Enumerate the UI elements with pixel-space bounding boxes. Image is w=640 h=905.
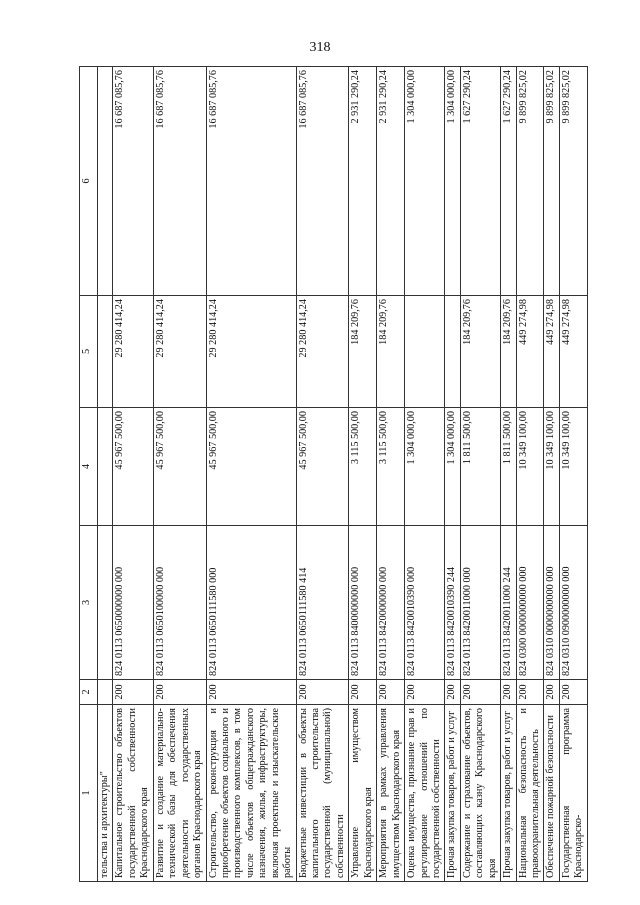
row-amount-remaining-cell: 1 304 000,00: [405, 67, 445, 296]
row-amount-approved-cell: 10 349 100,00: [544, 408, 559, 526]
row-amount-approved-cell: 3 115 500,00: [349, 408, 377, 526]
row-amount-remaining-cell: [98, 67, 113, 296]
column-header: 2: [80, 680, 98, 705]
row-amount-approved-cell: 10 349 100,00: [559, 408, 587, 526]
row-code-cell: 200: [113, 680, 153, 705]
header-row: [80, 67, 98, 882]
column-header: 1: [80, 705, 98, 882]
row-amount-executed-cell: 449 274,98: [516, 296, 544, 408]
row-name-cell: Развитие и создание материально-технической базы для обеспечения деятельности государственных органов Краснодарского края: [153, 705, 206, 882]
row-amount-remaining-cell: 1 304 000,00: [445, 67, 460, 296]
row-amount-executed-cell: 184 209,76: [349, 296, 377, 408]
row-amount-remaining-cell: 16 687 085,76: [113, 67, 153, 296]
row-name-cell: Строительство, реконструкция и приобретение объектов социального и производственного комплексов, в том числе объектов общегражданского назначения, жилья, инфраструктуры, включая проектные и изыскательские работы: [206, 705, 296, 882]
row-amount-executed-cell: [98, 296, 113, 408]
row-kbk-cell: 824 0113 0650111580 414: [296, 526, 349, 680]
row-amount-executed-cell: 184 209,76: [501, 296, 516, 408]
row-kbk-cell: 824 0300 0000000000 000: [516, 526, 544, 680]
row-name-cell: Содержание и страхование объектов, составляющих казну Краснодарского края: [460, 705, 500, 882]
row-amount-remaining-cell: 2 931 290,24: [349, 67, 377, 296]
row-amount-approved-cell: 1 811 500,00: [460, 408, 500, 526]
column-header: 3: [80, 526, 98, 680]
table-row: [349, 67, 377, 882]
row-code-cell: 200: [544, 680, 559, 705]
row-code-cell: 200: [460, 680, 500, 705]
row-amount-remaining-cell: 9 899 825,02: [559, 67, 587, 296]
row-name-cell: тельства и архитектуры": [98, 705, 113, 882]
row-name-cell: Бюджетные инвестиции в объекты капитального строительства государственной (муниципальной) собственности: [296, 705, 349, 882]
table-row: [153, 67, 206, 882]
row-kbk-cell: 824 0113 8420000000 000: [377, 526, 405, 680]
row-amount-executed-cell: [405, 296, 445, 408]
budget-table: [79, 66, 588, 882]
row-kbk-cell: 824 0310 0000000000 000: [544, 526, 559, 680]
table-row: [377, 67, 405, 882]
row-amount-approved-cell: 1 304 000,00: [405, 408, 445, 526]
row-amount-executed-cell: 29 280 414,24: [113, 296, 153, 408]
row-name-cell: Национальная безопасность и правоохранительная деятельность: [516, 705, 544, 882]
row-amount-executed-cell: [445, 296, 460, 408]
page-number: 318: [309, 40, 331, 55]
row-kbk-cell: 824 0113 8420011000 000: [460, 526, 500, 680]
rotated-table-area: [79, 67, 614, 882]
row-amount-approved-cell: 1 811 500,00: [501, 408, 516, 526]
row-amount-approved-cell: 1 304 000,00: [445, 408, 460, 526]
row-amount-approved-cell: [98, 408, 113, 526]
row-code-cell: 200: [559, 680, 587, 705]
row-name-cell: Обеспечение пожарной безопасности: [544, 705, 559, 882]
row-name-cell: Оценка имущества, признание прав и регулирование отношений по государственной собственности: [405, 705, 445, 882]
row-code-cell: 200: [349, 680, 377, 705]
row-name-cell: Прочая закупка товаров, работ и услуг: [501, 705, 516, 882]
row-amount-executed-cell: 29 280 414,24: [153, 296, 206, 408]
row-amount-remaining-cell: 9 899 825,02: [544, 67, 559, 296]
table-row: [501, 67, 516, 882]
row-kbk-cell: 824 0113 8420010390 244: [445, 526, 460, 680]
row-amount-remaining-cell: 1 627 290,24: [460, 67, 500, 296]
table-row: [206, 67, 296, 882]
row-amount-executed-cell: 29 280 414,24: [206, 296, 296, 408]
row-amount-approved-cell: 10 349 100,00: [516, 408, 544, 526]
row-kbk-cell: 824 0113 8400000000 000: [349, 526, 377, 680]
column-header: 5: [80, 296, 98, 408]
row-code-cell: 200: [516, 680, 544, 705]
row-amount-remaining-cell: 16 687 085,76: [206, 67, 296, 296]
table-row: [405, 67, 445, 882]
table-row: [98, 67, 113, 882]
row-code-cell: 200: [377, 680, 405, 705]
rotated-table-container: [79, 67, 614, 882]
row-code-cell: 200: [405, 680, 445, 705]
row-name-cell: Прочая закупка товаров, работ и услуг: [445, 705, 460, 882]
row-kbk-cell: 824 0113 8420011000 244: [501, 526, 516, 680]
table-row: [544, 67, 559, 882]
table-row: [460, 67, 500, 882]
row-kbk-cell: 824 0310 0900000000 000: [559, 526, 587, 680]
column-header: 6: [80, 67, 98, 296]
row-amount-remaining-cell: 1 627 290,24: [501, 67, 516, 296]
table-row: [445, 67, 460, 882]
row-amount-executed-cell: 184 209,76: [460, 296, 500, 408]
row-amount-approved-cell: 3 115 500,00: [377, 408, 405, 526]
row-amount-remaining-cell: 9 899 825,02: [516, 67, 544, 296]
row-code-cell: 200: [445, 680, 460, 705]
row-amount-approved-cell: 45 967 500,00: [113, 408, 153, 526]
row-code-cell: 200: [206, 680, 296, 705]
row-name-cell: Мероприятия в рамках управления имуществом Краснодарского края: [377, 705, 405, 882]
row-amount-remaining-cell: 16 687 085,76: [153, 67, 206, 296]
table-row: [559, 67, 587, 882]
table-row: [296, 67, 349, 882]
row-amount-executed-cell: 29 280 414,24: [296, 296, 349, 408]
row-code-cell: 200: [153, 680, 206, 705]
row-kbk-cell: 824 0113 0650100000 000: [153, 526, 206, 680]
row-code-cell: 200: [296, 680, 349, 705]
row-name-cell: Капитальное строительство объектов государственной собственности Краснодарского края: [113, 705, 153, 882]
row-amount-approved-cell: 45 967 500,00: [153, 408, 206, 526]
row-amount-executed-cell: 184 209,76: [377, 296, 405, 408]
row-amount-executed-cell: 449 274,98: [544, 296, 559, 408]
row-kbk-cell: 824 0113 8420010390 000: [405, 526, 445, 680]
row-code-cell: [98, 680, 113, 705]
row-kbk-cell: 824 0113 0650000000 000: [113, 526, 153, 680]
row-code-cell: 200: [501, 680, 516, 705]
column-header: 4: [80, 408, 98, 526]
row-amount-approved-cell: 45 967 500,00: [296, 408, 349, 526]
row-name-cell: Управление имуществом Краснодарского края: [349, 705, 377, 882]
row-amount-remaining-cell: 16 687 085,76: [296, 67, 349, 296]
row-amount-remaining-cell: 2 931 290,24: [377, 67, 405, 296]
row-amount-executed-cell: 449 274,98: [559, 296, 587, 408]
row-kbk-cell: 824 0113 0650111580 000: [206, 526, 296, 680]
table-row: [113, 67, 153, 882]
row-name-cell: Государственная программа Краснодарско-: [559, 705, 587, 882]
table-row: [516, 67, 544, 882]
row-kbk-cell: [98, 526, 113, 680]
row-amount-approved-cell: 45 967 500,00: [206, 408, 296, 526]
